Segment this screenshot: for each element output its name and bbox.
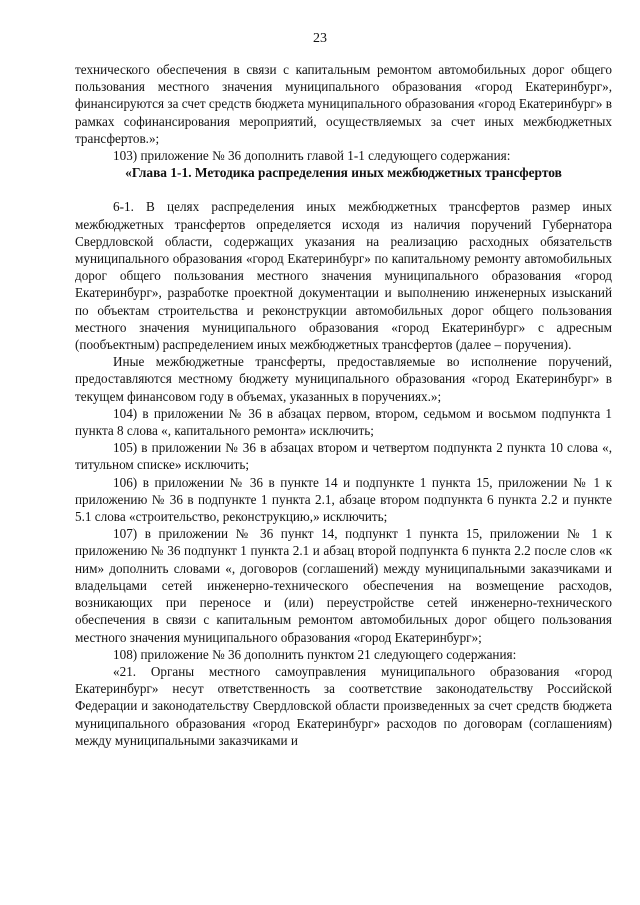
paragraph-item-104: 104) в приложении № 36 в абзацах первом, втором, седьмом и восьмом подпункта 1 пункта 8 слова «, капитального ремонта» исключить;: [75, 405, 612, 439]
paragraph-21: «21. Органы местного самоуправления муниципального образования «город Екатеринбург» несут ответственность за соответствие законодательству Российской Федерации и законодательству Свердловской области произведенных за счет средств бюджета муниципального образования «город Екатеринбург» расходов по договорам (соглашениям) между муниципальными заказчиками и: [75, 663, 612, 748]
paragraph-1: технического обеспечения в связи с капитальным ремонтом автомобильных дорог общего пользования местного значения муниципального образования «город Екатеринбург», финансируются за счет средств бюджета муниципального образования «город Екатеринбург» в рамках софинансирования мероприятий, осуществляемых за счет иных межбюджетных трансфертов.»;: [75, 62, 612, 146]
document-body: [75, 61, 612, 749]
page-number: 23: [313, 31, 327, 46]
paragraph-item-108: 108) приложение № 36 дополнить пунктом 21 следующего содержания:: [113, 646, 517, 662]
paragraph-item-107: 107) в приложении № 36 пункт 14, подпункт 1 пункта 15, приложении № 1 к приложению № 36 подпункт 1 пункта 2.1 и абзац второй подпункта 6 пункта 2.2 после слов «к ним» дополнить словами «, договоров (соглашений) между муниципальными заказчиками и владельцами сетей инженерно-технического обеспечения на возмещение расходов, возникающих при переносе и (или) переустройстве сетей инженерно-технического обеспечения в связи с капитальным ремонтом автомобильных дорог общего пользования местного значения муниципального образования «город Екатеринбург»;: [75, 526, 612, 645]
paragraph-transfers: Иные межбюджетные трансферты, предоставляемые во исполнение поручений, предоставляются местному бюджету муниципального образования «город Екатеринбург» в текущем финансовом году в объемах, указанных в поручениях.»;: [75, 354, 612, 404]
blank-line: [75, 181, 612, 198]
paragraph-item-103: 103) приложение № 36 дополнить главой 1-1 следующего содержания:: [113, 148, 511, 164]
paragraph-item-106: 106) в приложении № 36 в пункте 14 и подпункте 1 пункта 15, приложении № 1 к приложению № 36 в подпункте 1 пункта 2.1, абзаце втором подпункта 6 пункта 2.2 и пункте 5.1 слова «строительство, реконструкцию,» исключить;: [75, 474, 612, 525]
chapter-heading: «Глава 1-1. Методика распределения иных межбюджетных трансфертов: [125, 165, 562, 181]
paragraph-6-1: 6-1. В целях распределения иных межбюджетных трансфертов размер иных межбюджетных трансфертов определяется исходя из наличия поручений Губернатора Свердловской области, содержащих указания на реализацию расходных обязательств муниципального образования «город Екатеринбург» по капитальному ремонту автомобильных дорог общего пользования местного значения муниципального образования «город Екатеринбург», разработке проектной документации и выполнению инженерных изысканий по объектам строительства и реконструкции автомобильных дорог общего пользования местного значения муниципального образования «город Екатеринбург» с адресным (пообъектным) распределением иных межбюджетных трансфертов (далее – поручения).: [75, 199, 612, 353]
paragraph-item-105: 105) в приложении № 36 в абзацах втором и четвертом подпункта 2 пункта 10 слова «, титульном списке» исключить;: [75, 440, 612, 473]
